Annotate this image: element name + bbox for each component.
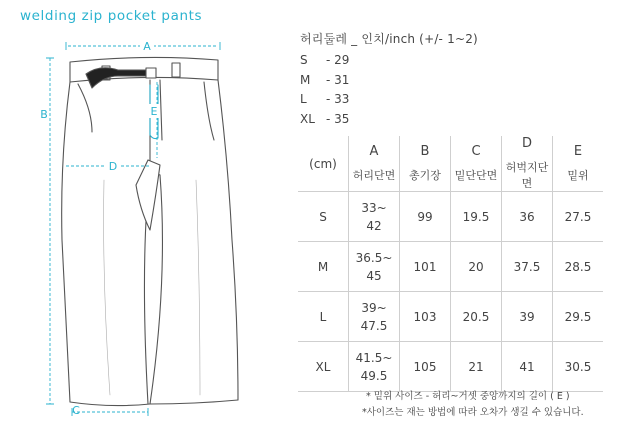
waist-row-s: S - 29 xyxy=(300,53,350,67)
value-cell: 39 xyxy=(502,292,553,342)
waist-row-m: M - 31 xyxy=(300,72,350,87)
value-cell: 41 xyxy=(502,342,553,392)
value-cell: 103 xyxy=(400,292,451,342)
table-row xyxy=(298,192,603,242)
value-cell: 20.5 xyxy=(451,292,502,342)
size-cell: XL xyxy=(298,342,349,392)
note-line: * 밑위 사이즈 - 허리~거셋 중앙까지의 길이 ( E ) xyxy=(366,391,570,402)
value-cell: 36 xyxy=(502,192,553,242)
value-cell: 20 xyxy=(451,242,502,292)
value-cell: 105 xyxy=(400,342,451,392)
value-cell: 21 xyxy=(451,342,502,392)
value-cell: 101 xyxy=(400,242,451,292)
note-line: *사이즈는 재는 방법에 따라 오차가 생길 수 있습니다. xyxy=(362,407,584,418)
value-cell: 39~ 47.5 xyxy=(349,292,400,342)
label-c: C xyxy=(72,404,80,417)
product-title: welding zip pocket pants xyxy=(20,8,203,24)
label-d: D xyxy=(108,160,118,173)
unit-cell: (cm) xyxy=(298,136,349,192)
waist-row-l: L - 33 xyxy=(300,92,350,106)
table-row xyxy=(298,342,603,392)
col-c-header: C 밑단단면 xyxy=(451,136,502,192)
value-cell: 41.5~ 49.5 xyxy=(349,342,400,392)
waist-row-xl: XL - 35 xyxy=(300,111,350,126)
label-e: E xyxy=(150,105,158,118)
table-header-row xyxy=(298,136,603,192)
table-row xyxy=(298,242,603,292)
value-cell: 99 xyxy=(400,192,451,242)
col-b-header: B 총기장 xyxy=(400,136,451,192)
size-notes xyxy=(362,389,584,421)
size-cell: L xyxy=(298,292,349,342)
col-a-header: A 허리단면 xyxy=(349,136,400,192)
value-cell: 27.5 xyxy=(553,192,604,242)
size-table xyxy=(298,136,603,392)
col-d-header: D 허벅지단면 xyxy=(502,136,553,192)
label-b: B xyxy=(40,108,48,121)
value-cell: 19.5 xyxy=(451,192,502,242)
pants-diagram xyxy=(0,0,290,431)
waist-info-header: 허리둘레 _ 인치/inch (+/- 1~2) xyxy=(300,32,478,46)
table-row xyxy=(298,292,603,342)
value-cell: 33~ 42 xyxy=(349,192,400,242)
value-cell: 29.5 xyxy=(553,292,604,342)
col-e-header: E 밑위 xyxy=(553,136,604,192)
value-cell: 37.5 xyxy=(502,242,553,292)
size-cell: M xyxy=(298,242,349,292)
waist-info xyxy=(300,30,478,129)
value-cell: 30.5 xyxy=(553,342,604,392)
value-cell: 28.5 xyxy=(553,242,604,292)
label-a: A xyxy=(143,40,151,53)
value-cell: 36.5~ 45 xyxy=(349,242,400,292)
size-cell: S xyxy=(298,192,349,242)
